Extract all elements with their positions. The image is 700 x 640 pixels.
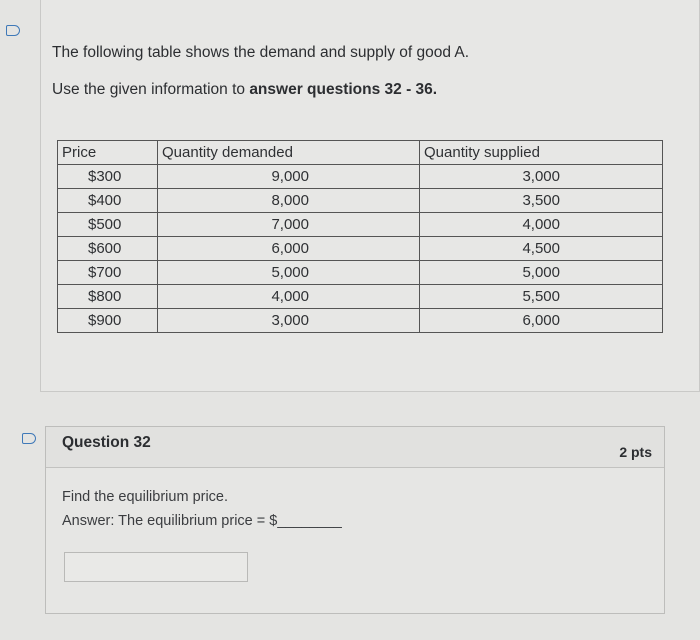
question-prompt: Find the equilibrium price.	[62, 489, 229, 505]
cell-quantity-demanded: 6,000	[158, 237, 420, 261]
cell-quantity-demanded: 9,000	[158, 165, 420, 189]
table-row	[58, 237, 663, 261]
table-row	[58, 165, 663, 189]
cell-price: $400	[58, 189, 158, 213]
intro-line-2-bold: answer questions 32 - 36.	[249, 81, 438, 98]
intro-line-1: The following table shows the demand and supply of good A.	[52, 44, 470, 61]
table-header-row	[58, 141, 663, 165]
cell-quantity-demanded: 5,000	[158, 261, 420, 285]
flag-icon[interactable]	[6, 25, 20, 36]
cell-quantity-supplied: 4,000	[420, 213, 663, 237]
question-panel	[45, 426, 665, 614]
table-row	[58, 213, 663, 237]
flag-icon[interactable]	[22, 433, 36, 444]
cell-quantity-supplied: 5,500	[420, 285, 663, 309]
intro-line-2-prefix: Use the given information to	[52, 81, 250, 98]
question-points: 2 pts	[619, 444, 652, 460]
header-price: Price	[58, 141, 158, 165]
answer-line: Answer: The equilibrium price = $________	[62, 513, 342, 529]
cell-quantity-demanded: 7,000	[158, 213, 420, 237]
cell-price: $900	[58, 309, 158, 333]
cell-price: $500	[58, 213, 158, 237]
table-row	[58, 309, 663, 333]
demand-supply-table	[57, 140, 663, 333]
intro-line-2	[52, 81, 437, 99]
table-row	[58, 189, 663, 213]
cell-price: $700	[58, 261, 158, 285]
cell-quantity-supplied: 6,000	[420, 309, 663, 333]
table-row	[58, 285, 663, 309]
cell-quantity-supplied: 5,000	[420, 261, 663, 285]
cell-price: $600	[58, 237, 158, 261]
question-header	[46, 427, 664, 468]
header-quantity-demanded: Quantity demanded	[158, 141, 420, 165]
answer-input[interactable]	[64, 552, 248, 582]
cell-quantity-demanded: 8,000	[158, 189, 420, 213]
cell-quantity-demanded: 3,000	[158, 309, 420, 333]
cell-price: $800	[58, 285, 158, 309]
table-row	[58, 261, 663, 285]
cell-quantity-supplied: 3,000	[420, 165, 663, 189]
cell-quantity-supplied: 4,500	[420, 237, 663, 261]
cell-quantity-supplied: 3,500	[420, 189, 663, 213]
header-quantity-supplied: Quantity supplied	[420, 141, 663, 165]
question-title: Question 32	[62, 434, 151, 451]
cell-quantity-demanded: 4,000	[158, 285, 420, 309]
cell-price: $300	[58, 165, 158, 189]
